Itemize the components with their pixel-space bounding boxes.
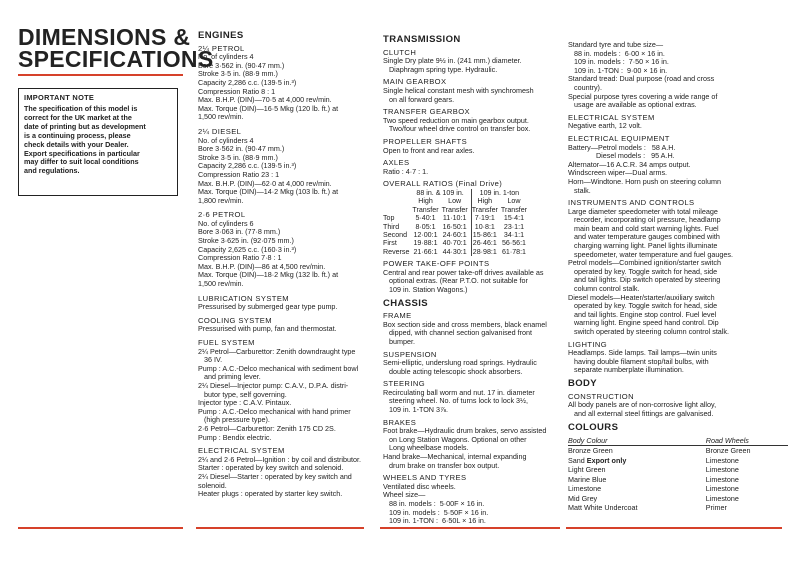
road-wheel-colour: Limestone bbox=[705, 484, 739, 494]
fuel-line: Injector type : C.A.V. Pintaux. bbox=[198, 398, 292, 408]
petrol-2-25-line: Compression Ratio 8 : 1 bbox=[198, 86, 276, 96]
wheels-line: Ventilated disc wheels. bbox=[383, 481, 456, 491]
colour-spacer bbox=[696, 465, 706, 475]
elec-equipment-line: stalk. bbox=[568, 185, 591, 195]
colour-row bbox=[568, 465, 788, 475]
body-colour: Bronze Green bbox=[568, 446, 613, 456]
ratio-value: 24·60:1 bbox=[442, 230, 467, 239]
diesel-2-25-line: Compression Ratio 23 : 1 bbox=[198, 169, 280, 179]
right-column bbox=[568, 41, 784, 513]
cooling-line: Pressurised with pump, fan and thermostat. bbox=[198, 324, 337, 334]
lighting-title: LIGHTING bbox=[568, 339, 608, 349]
diesel-2-25-line: 1,800 rev/min. bbox=[198, 195, 244, 205]
wheels-line: Wheel size— bbox=[383, 490, 426, 500]
petrol-2-6-title: 2·6 PETROL bbox=[198, 210, 246, 220]
electrical-line: solenoid. bbox=[198, 480, 227, 490]
ratio-gear-label: First bbox=[383, 239, 397, 248]
fuel-line: Pump : A.C.-Delco mechanical with sediment bowl bbox=[198, 363, 359, 373]
fuel-line: Pump : Bendix electric. bbox=[198, 432, 272, 442]
note-line: check details with your Dealer. bbox=[24, 139, 129, 149]
colour-body-cell bbox=[568, 475, 696, 485]
road-wheel-colour: Primer bbox=[705, 503, 727, 513]
colour-spacer bbox=[696, 456, 706, 466]
ratio-value: 44·30:1 bbox=[442, 247, 467, 256]
diesel-2-25-line: No. of cylinders 4 bbox=[198, 135, 254, 145]
instruments-line: Diesel models—Heater/starter/auxiliary switch bbox=[568, 292, 715, 302]
colour-row bbox=[568, 475, 788, 485]
transfer-section bbox=[383, 108, 563, 134]
wheels-line: 109 in. 1-TON : 6·50L × 16 in. bbox=[383, 516, 486, 526]
instruments-line: and water temperature gauges combined with bbox=[568, 232, 720, 242]
ratio-value: 12·00:1 bbox=[413, 230, 438, 239]
road-wheel-colour: Limestone bbox=[705, 474, 739, 484]
electrical-title: ELECTRICAL SYSTEM bbox=[198, 446, 285, 456]
wheels-line: 88 in. models : 5·00F × 16 in. bbox=[383, 499, 485, 508]
instruments-line: recorder, incorporating oil pressure, headlamp bbox=[568, 215, 721, 225]
ratio-value: 34·1:1 bbox=[503, 230, 525, 239]
note-body bbox=[24, 105, 172, 176]
ratio-sub-header: Transfer bbox=[412, 205, 439, 214]
petrol-2-25-line: 1,500 rev/min. bbox=[198, 112, 244, 122]
fuel-line: 2·6 Petrol—Carburettor: Zenith 175 CD 2S. bbox=[198, 423, 336, 433]
transfer-line: Two/four wheel drive control on transfer box. bbox=[383, 124, 531, 134]
petrol-2-25-line: Bore 3·562 in. (90·47 mm.) bbox=[198, 60, 285, 70]
axles-section bbox=[383, 159, 563, 176]
ratios-group2: 109 in. 1-ton bbox=[471, 189, 530, 197]
ratio-value: 8·05:1 bbox=[415, 222, 436, 231]
ratios-table bbox=[383, 189, 530, 256]
transfer-line: Two speed reduction on main gearbox output. bbox=[383, 115, 529, 125]
brakes-line: drum brake on transfer box output. bbox=[383, 460, 500, 470]
ratio-value: 15·4:1 bbox=[503, 214, 525, 223]
petrol-2-6-line: Compression Ratio 7·8 : 1 bbox=[198, 253, 282, 263]
transmission-body-top bbox=[383, 49, 563, 177]
ratio-gear-label: Third bbox=[383, 222, 400, 231]
steering-section bbox=[383, 380, 563, 414]
brakes-line: Foot brake—Hydraulic drum brakes, servo assisted bbox=[383, 426, 547, 436]
frame-line: bumper. bbox=[383, 336, 415, 346]
frame-section bbox=[383, 312, 563, 346]
brakes-section bbox=[383, 419, 563, 471]
petrol-2-6-line: Max. B.H.P. (DIN)—86 at 4,500 rev/min. bbox=[198, 261, 326, 271]
cooling-title: COOLING SYSTEM bbox=[198, 315, 272, 325]
tyres-line: 109 in. models : 7·50 × 16 in. bbox=[568, 57, 669, 67]
shafts-title: PROPELLER SHAFTS bbox=[383, 136, 468, 146]
colour-body-cell bbox=[568, 484, 696, 494]
colours-col1-header: Body Colour bbox=[568, 436, 696, 446]
petrol-2-6-section bbox=[198, 211, 370, 288]
elec-equipment-section bbox=[568, 135, 784, 195]
elec-equipment-line: Battery—Petrol models : 58 A.H. bbox=[568, 142, 676, 152]
lubrication-section bbox=[198, 295, 370, 312]
clutch-line: Single Dry plate 9½ in. (241 mm.) diameter. bbox=[383, 56, 522, 66]
ratio-sub-header: Low bbox=[448, 197, 462, 206]
fuel-title: FUEL SYSTEM bbox=[198, 338, 255, 347]
instruments-line: column control stalk. bbox=[568, 284, 640, 294]
petrol-2-25-line: No. of cylinders 4 bbox=[198, 52, 254, 62]
fuel-line: butor type, self governing. bbox=[198, 389, 287, 399]
instruments-line: warning light. Engine speed hand control. Dip bbox=[568, 318, 719, 328]
ratio-gear-label: Reverse bbox=[383, 247, 410, 256]
elec-equipment-line: Diesel models : 95 A.H. bbox=[568, 151, 675, 161]
ratio-row bbox=[383, 239, 530, 247]
ratio-sub-header: Transfer bbox=[500, 205, 528, 214]
lubrication-line: Pressurised by submerged gear type pump. bbox=[198, 302, 338, 312]
diesel-2-25-section bbox=[198, 128, 370, 205]
colour-row bbox=[568, 503, 788, 513]
instruments-line: operated by key. Toggle switch for head, side bbox=[568, 266, 718, 276]
body-colour: Marine Blue bbox=[568, 474, 607, 484]
tyres-line: Standard tread: Dual purpose (road and cross bbox=[568, 74, 715, 84]
transmission-heading: TRANSMISSION bbox=[383, 34, 461, 45]
ratio-row bbox=[383, 223, 530, 231]
elec-system-line: Negative earth, 12 volt. bbox=[568, 121, 642, 131]
steering-line: 109 in. 1-TON 3⅞. bbox=[383, 405, 448, 415]
electrical-line: 2¼ and 2·6 Petrol—Ignition : by coil and distributor. bbox=[198, 454, 362, 464]
lighting-section bbox=[568, 341, 784, 375]
elec-equipment-line: Horn—Windtone. Horn push on steering column bbox=[568, 176, 722, 186]
note-line: Export specifications in particular bbox=[24, 148, 140, 158]
ratio-sub-header: Low bbox=[507, 197, 521, 206]
pto-section bbox=[383, 260, 563, 294]
instruments-line: and tail lights. Dip switch operated by steering bbox=[568, 275, 721, 285]
diesel-2-25-title: 2¼ DIESEL bbox=[198, 126, 242, 136]
colour-spacer bbox=[696, 446, 706, 456]
petrol-2-25-line: Max. B.H.P. (DIN)—70·5 at 4,000 rev/min. bbox=[198, 95, 332, 105]
petrol-2-6-line: No. of cylinders 6 bbox=[198, 218, 254, 228]
ratio-value: 40·70:1 bbox=[442, 239, 467, 248]
fuel-line: and priming lever. bbox=[198, 372, 261, 382]
note-line: is a continuing process, please bbox=[24, 130, 131, 140]
fuel-line: Pump : A.C.-Delco mechanical with hand primer bbox=[198, 406, 351, 416]
transmission-body-pto bbox=[383, 260, 563, 294]
steering-line: steering wheel. No. of turns lock to lock 3½, bbox=[383, 396, 529, 406]
ratio-value: 16·50:1 bbox=[442, 222, 467, 231]
ratio-value: 15·86:1 bbox=[471, 231, 501, 239]
ratio-value: 56·56:1 bbox=[501, 239, 526, 248]
tyres-line: 88 in. models : 6·00 × 16 in. bbox=[568, 48, 665, 58]
ratio-value: 11·10:1 bbox=[442, 214, 467, 223]
gearbox-section bbox=[383, 78, 563, 104]
wheels-title: WHEELS AND TYRES bbox=[383, 473, 467, 483]
suspension-line: double acting telescopic shock absorbers. bbox=[383, 366, 523, 376]
petrol-2-6-line: Max. Torque (DIN)—18·2 Mkg (132 lb. ft.) at bbox=[198, 270, 339, 280]
petrol-2-6-line: Bore 3·063 in. (77·8 mm.) bbox=[198, 227, 281, 237]
fuel-line: (high pressure type). bbox=[198, 415, 270, 425]
body-heading: BODY bbox=[568, 377, 598, 389]
colour-row bbox=[568, 484, 788, 494]
instruments-line: Petrol models—Combined ignition/starter switch bbox=[568, 258, 721, 268]
petrol-2-25-line: Capacity 2,286 c.c. (139·5 in.³) bbox=[198, 77, 297, 87]
frame-line: Box section side and cross members, black enamel bbox=[383, 319, 547, 329]
chassis-body bbox=[383, 312, 563, 526]
bottom-rule-left bbox=[18, 527, 183, 529]
ratio-value: 28·98:1 bbox=[471, 248, 501, 256]
gearbox-line: Single helical constant mesh with synchromesh bbox=[383, 85, 534, 95]
colour-spacer bbox=[696, 475, 706, 485]
ratio-sub-header: High bbox=[471, 197, 501, 205]
colour-body-cell bbox=[568, 494, 696, 504]
gearbox-line: on all forward gears. bbox=[383, 94, 455, 104]
pto-title: POWER TAKE-OFF POINTS bbox=[383, 259, 490, 269]
colour-row bbox=[568, 494, 788, 504]
note-line: may differ to suit local conditions bbox=[24, 157, 139, 167]
brakes-line: Long wheelbase models. bbox=[383, 443, 469, 453]
pto-line: optional extras. (Rear P.T.O. not suitable for bbox=[383, 276, 528, 286]
shafts-section bbox=[383, 138, 563, 155]
fuel-line: 36 IV. bbox=[198, 355, 223, 365]
diesel-2-25-line: Max. B.H.P. (DIN)—62·0 at 4,000 rev/min. bbox=[198, 178, 332, 188]
road-wheel-colour: Bronze Green bbox=[705, 446, 751, 456]
engines-heading: ENGINES bbox=[198, 30, 244, 41]
important-note-box bbox=[18, 88, 178, 196]
electrical-line: Heater plugs : operated by starter key switch. bbox=[198, 489, 343, 499]
ratio-sub-header: Transfer bbox=[441, 205, 468, 214]
overall-ratios bbox=[383, 180, 563, 256]
tyres-section bbox=[568, 41, 784, 110]
elec-system-title: ELECTRICAL SYSTEM bbox=[568, 112, 655, 122]
chassis-heading: CHASSIS bbox=[383, 297, 429, 309]
lubrication-title: LUBRICATION SYSTEM bbox=[198, 293, 290, 303]
ratio-value: 61·78:1 bbox=[501, 247, 526, 256]
ratio-value: 10·8:1 bbox=[471, 223, 501, 231]
note-line: and regulations. bbox=[24, 166, 80, 176]
note-line: date of printing but as development bbox=[24, 121, 146, 131]
ratio-sub-header: High bbox=[418, 197, 433, 206]
colours-heading: COLOURS bbox=[568, 422, 619, 434]
instruments-title: INSTRUMENTS AND CONTROLS bbox=[568, 198, 695, 208]
ratios-title: OVERALL RATIOS (Final Drive) bbox=[383, 179, 503, 189]
bottom-rule-engines bbox=[196, 527, 364, 529]
body-colour: Limestone bbox=[568, 484, 602, 494]
diesel-2-25-line: Capacity 2,286 c.c. (139·5 in.³) bbox=[198, 161, 297, 171]
road-wheel-colour: Limestone bbox=[705, 455, 739, 465]
instruments-line: charging warning light. Panel lights illuminate bbox=[568, 241, 718, 251]
road-wheel-colour: Limestone bbox=[705, 465, 739, 475]
ratio-row bbox=[383, 231, 530, 239]
colour-spacer bbox=[696, 503, 706, 513]
pto-line: Central and rear power take-off drives available as bbox=[383, 267, 544, 277]
ratio-value: 19·88:1 bbox=[413, 239, 438, 248]
colours-table bbox=[568, 436, 788, 513]
brakes-line: on Long Station Wagons. Optional on other bbox=[383, 434, 527, 444]
ratio-value: 7·19:1 bbox=[471, 214, 501, 222]
instruments-line: switch operated by steering column control stalk. bbox=[568, 327, 729, 336]
engines-column bbox=[198, 32, 370, 499]
body-colour: Light Green bbox=[568, 465, 606, 475]
construction-section bbox=[568, 393, 784, 419]
instruments-line: speedometer, water temperature and fuel gauges. bbox=[568, 249, 734, 259]
petrol-2-25-section bbox=[198, 45, 370, 122]
body-colour: Sand bbox=[568, 455, 587, 465]
instruments-line: main beam and cold start warning lights. Fuel bbox=[568, 223, 719, 233]
body-colour: Mid Grey bbox=[568, 493, 598, 503]
colour-body-cell bbox=[568, 503, 696, 513]
bottom-rule-right bbox=[566, 527, 782, 529]
bottom-rule-transmission bbox=[380, 527, 560, 529]
instruments-section bbox=[568, 199, 784, 337]
transfer-title: TRANSFER GEARBOX bbox=[383, 107, 470, 117]
construction-line: All body panels are of non-corrosive light alloy, bbox=[568, 400, 717, 410]
ratio-row bbox=[383, 214, 530, 222]
diesel-2-25-line: Max. Torque (DIN)—14·2 Mkg (103 lb. ft.) at bbox=[198, 187, 339, 197]
tyres-line: Standard tyre and tube size— bbox=[568, 40, 664, 49]
construction-line: and all external steel fittings are galvanised. bbox=[568, 408, 714, 418]
fuel-line: 2¼ Diesel—Injector pump: C.A.V., D.P.A. distri- bbox=[198, 380, 349, 390]
fuel-section bbox=[198, 339, 370, 442]
ratio-value: 26·46:1 bbox=[471, 239, 501, 247]
elec-equipment-title: ELECTRICAL EQUIPMENT bbox=[568, 133, 670, 143]
instruments-line: Large diameter speedometer with total mileage bbox=[568, 206, 718, 216]
brakes-line: Hand brake—Mechanical, internal expanding bbox=[383, 452, 527, 462]
ratio-row bbox=[383, 248, 530, 256]
ratio-value: 5·40:1 bbox=[415, 214, 436, 223]
engines-body bbox=[198, 45, 370, 499]
suspension-section bbox=[383, 351, 563, 377]
ratio-value: 21·66:1 bbox=[413, 247, 438, 256]
colour-body-cell bbox=[568, 456, 696, 466]
frame-title: FRAME bbox=[383, 311, 412, 321]
petrol-2-6-line: Stroke 3·625 in. (92·075 mm.) bbox=[198, 236, 294, 246]
tyres-line: 109 in. 1-TON : 9·00 × 16 in. bbox=[568, 65, 668, 75]
colour-row bbox=[568, 456, 788, 466]
road-wheel-colour: Limestone bbox=[705, 493, 739, 503]
transmission-column bbox=[383, 36, 563, 526]
colour-spacer bbox=[696, 494, 706, 504]
axles-line: Ratio : 4·7 : 1. bbox=[383, 166, 429, 176]
diesel-2-25-line: Bore 3·562 in. (90·47 mm.) bbox=[198, 144, 285, 154]
suspension-line: Semi-elliptic, underslung road springs. Hydraulic bbox=[383, 358, 537, 368]
colour-body-cell bbox=[568, 465, 696, 475]
petrol-2-6-line: Capacity 2,625 c.c. (160·3 in.³) bbox=[198, 244, 297, 254]
page-title bbox=[18, 26, 213, 70]
steering-title: STEERING bbox=[383, 379, 426, 389]
pto-line: 109 in. Station Wagons.) bbox=[383, 284, 468, 294]
elec-system-section bbox=[568, 114, 784, 131]
electrical-line: 2¼ Diesel—Starter : operated by key switch and bbox=[198, 471, 352, 481]
ratio-gear-label: Top bbox=[383, 214, 395, 223]
petrol-2-6-line: 1,500 rev/min. bbox=[198, 279, 244, 289]
suspension-title: SUSPENSION bbox=[383, 349, 437, 359]
colour-spacer bbox=[696, 484, 706, 494]
note-heading: IMPORTANT NOTE bbox=[24, 93, 95, 102]
lighting-line: separate numberplate illumination. bbox=[568, 365, 684, 375]
diesel-2-25-line: Stroke 3·5 in. (88·9 mm.) bbox=[198, 152, 278, 162]
frame-line: dipped, with channel section galvanised front bbox=[383, 328, 533, 338]
colour-body-cell bbox=[568, 446, 696, 456]
tyres-line: country). bbox=[568, 82, 602, 92]
colours-col2-header: Road Wheels bbox=[706, 436, 788, 446]
page-title-line2: SPECIFICATIONS bbox=[18, 46, 214, 72]
ratio-value: 23·1:1 bbox=[503, 222, 525, 231]
right-body-top bbox=[568, 41, 784, 375]
ratio-sub-header: Transfer bbox=[471, 206, 501, 214]
clutch-section bbox=[383, 49, 563, 75]
tyres-line: usage are available as optional extras. bbox=[568, 100, 697, 110]
ratios-group1: 88 in. & 109 in. bbox=[416, 188, 464, 197]
cooling-section bbox=[198, 317, 370, 334]
steering-line: Recirculating ball worm and nut. 17 in. diameter bbox=[383, 387, 535, 397]
axles-title: AXLES bbox=[383, 158, 410, 168]
shafts-line: Open to front and rear axles. bbox=[383, 145, 475, 155]
colour-row bbox=[568, 446, 788, 456]
clutch-line: Diaphragm spring type. Hydraulic. bbox=[383, 64, 498, 74]
wheels-line: 109 in. models : 5·50F × 16 in. bbox=[383, 507, 489, 517]
elec-equipment-line: Alternator—16 A.C.R. 34 amps output. bbox=[568, 159, 691, 169]
page-title-line1: DIMENSIONS & bbox=[18, 24, 191, 50]
fuel-line: 2¼ Petrol—Carburettor: Zenith downdraught type bbox=[198, 346, 356, 356]
tyres-line: Special purpose tyres covering a wide range of bbox=[568, 91, 718, 101]
elec-equipment-line: Windscreen wiper—Dual arms. bbox=[568, 168, 668, 178]
lighting-line: having double filament stop/tail bulbs, with bbox=[568, 356, 709, 366]
electrical-section bbox=[198, 447, 370, 499]
note-line: The specification of this model is bbox=[24, 104, 138, 113]
instruments-line: operated by key. Toggle switch for head, side bbox=[568, 301, 718, 311]
note-line: correct for the UK market at the bbox=[24, 112, 132, 122]
export-only-label: Export only bbox=[586, 455, 627, 465]
lighting-line: Headlamps. Side lamps. Tail lamps—twin units bbox=[568, 348, 717, 358]
ratio-gear-label: Second bbox=[383, 230, 408, 239]
brakes-title: BRAKES bbox=[383, 417, 417, 427]
instruments-line: and tail lights. Engine stop control. Fuel level bbox=[568, 309, 717, 319]
clutch-title: CLUTCH bbox=[383, 47, 417, 57]
body-colour: Matt White Undercoat bbox=[568, 503, 638, 513]
gearbox-title: MAIN GEARBOX bbox=[383, 77, 447, 87]
wheels-section bbox=[383, 474, 563, 526]
body-section bbox=[568, 393, 784, 419]
petrol-2-25-line: Stroke 3·5 in. (88·9 mm.) bbox=[198, 69, 278, 79]
petrol-2-25-title: 2¼ PETROL bbox=[198, 43, 245, 53]
petrol-2-25-line: Max. Torque (DIN)—16·5 Mkg (120 lb. ft.) at bbox=[198, 103, 339, 113]
electrical-line: Starter : operated by key switch and solenoid. bbox=[198, 463, 344, 473]
title-rule bbox=[18, 74, 183, 76]
construction-title: CONSTRUCTION bbox=[568, 391, 634, 401]
